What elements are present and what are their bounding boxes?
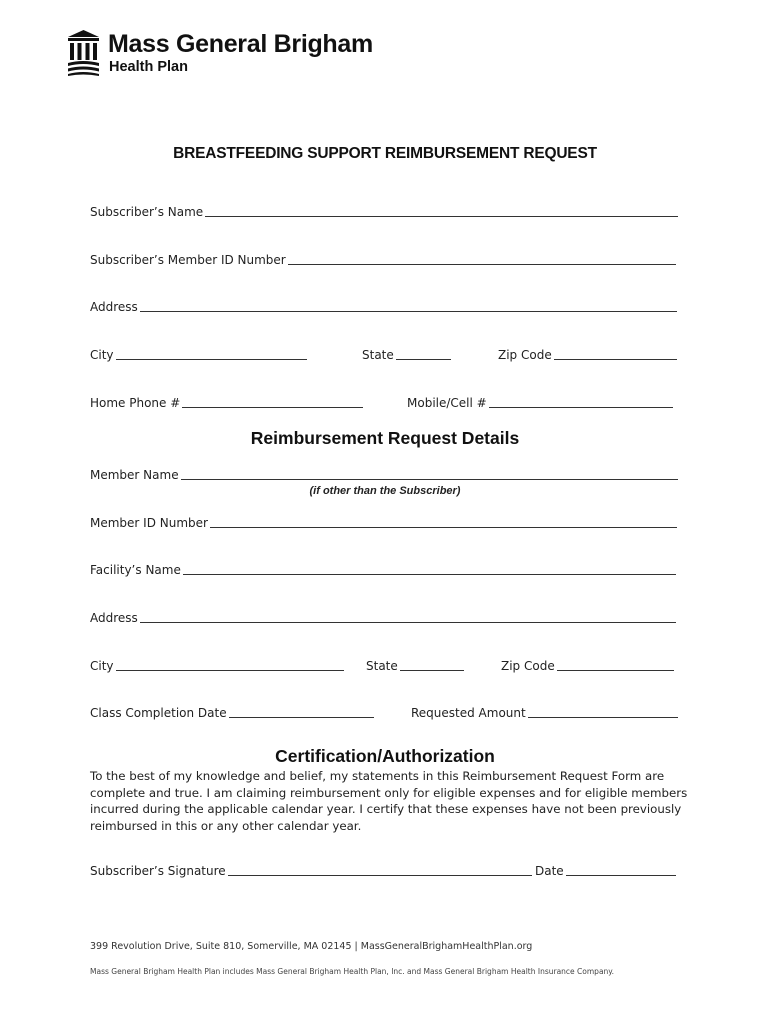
mobile-field[interactable] (407, 394, 673, 410)
subscriber-name-field[interactable] (90, 203, 678, 219)
home-phone-input[interactable] (182, 394, 363, 408)
home-phone-label: Home Phone # (90, 396, 181, 410)
details-city-field[interactable] (90, 657, 344, 673)
zip-input[interactable] (554, 346, 677, 360)
home-phone-field[interactable] (90, 394, 363, 410)
building-logo-icon (68, 30, 99, 76)
subscriber-member-id-row (90, 251, 678, 269)
member-name-input[interactable] (181, 466, 678, 480)
member-id-input[interactable] (210, 514, 677, 528)
subscriber-member-id-label: Subscriber’s Member ID Number (90, 253, 286, 267)
signature-date-field[interactable] (535, 862, 676, 878)
member-id-row (90, 514, 678, 532)
signature-label: Subscriber’s Signature (90, 864, 226, 878)
subscriber-member-id-field[interactable] (90, 251, 676, 267)
member-id-field[interactable] (90, 514, 677, 530)
signature-date-label: Date (535, 864, 564, 878)
member-name-note: (if other than the Subscriber) (309, 485, 461, 497)
subscriber-name-label: Subscriber’s Name (90, 205, 204, 219)
address-label: Address (90, 300, 138, 314)
signature-date-input[interactable] (566, 862, 676, 876)
amount-field[interactable] (411, 704, 678, 720)
state-field[interactable] (362, 346, 451, 362)
facility-label: Facility’s Name (90, 563, 181, 577)
details-city-state-zip-row (90, 657, 678, 675)
footer-legal: Mass General Brigham Health Plan includes Mass General Brigham Health Plan, Inc. and Mass General Brigham Health Insurance Company. (90, 967, 615, 976)
address-row (90, 298, 678, 316)
member-name-row (90, 466, 678, 484)
amount-input[interactable] (528, 704, 678, 718)
details-zip-input[interactable] (557, 657, 674, 671)
city-input[interactable] (116, 346, 307, 360)
logo-name: Mass General Brigham (108, 30, 373, 58)
facility-input[interactable] (183, 561, 676, 575)
address-input[interactable] (140, 298, 677, 312)
city-field[interactable] (90, 346, 307, 362)
form-title: BREASTFEEDING SUPPORT REIMBURSEMENT REQUEST (173, 145, 597, 162)
address-field[interactable] (90, 298, 677, 314)
details-zip-label: Zip Code (501, 659, 555, 673)
signature-input[interactable] (228, 862, 532, 876)
mobile-input[interactable] (489, 394, 673, 408)
subscriber-member-id-input[interactable] (288, 251, 676, 265)
facility-row (90, 561, 678, 579)
details-state-field[interactable] (366, 657, 464, 673)
details-heading: Reimbursement Request Details (250, 428, 520, 448)
class-date-label: Class Completion Date (90, 706, 227, 720)
details-state-input[interactable] (400, 657, 464, 671)
details-city-input[interactable] (116, 657, 344, 671)
class-date-field[interactable] (90, 704, 374, 720)
member-name-label: Member Name (90, 468, 179, 482)
logo-subtitle: Health Plan (109, 59, 188, 75)
member-name-field[interactable] (90, 466, 678, 482)
company-logo (68, 30, 388, 80)
signature-field[interactable] (90, 862, 532, 878)
details-city-label: City (90, 659, 114, 673)
details-zip-field[interactable] (501, 657, 674, 673)
subscriber-name-input[interactable] (205, 203, 678, 217)
subscriber-name-row (90, 203, 678, 221)
details-address-row (90, 609, 678, 627)
facility-field[interactable] (90, 561, 676, 577)
footer-address: 399 Revolution Drive, Suite 810, Somerville, MA 02145 | MassGeneralBrighamHealthPlan.org (90, 941, 533, 952)
mobile-label: Mobile/Cell # (407, 396, 487, 410)
zip-label: Zip Code (498, 348, 552, 362)
amount-label: Requested Amount (411, 706, 526, 720)
member-id-label: Member ID Number (90, 516, 208, 530)
details-address-label: Address (90, 611, 138, 625)
certification-text: To the best of my knowledge and belief, my statements in this Reimbursement Request Form are complete and true. I am claiming reimbursement only for eligible expenses and for eligible members incurred during the applicable calendar year. I certify that these expenses have not been previously reimbursed in this or any other calendar year. (90, 769, 688, 833)
phone-row (90, 394, 678, 412)
state-label: State (362, 348, 394, 362)
details-address-field[interactable] (90, 609, 676, 625)
certification-heading: Certification/Authorization (275, 746, 495, 766)
signature-row (90, 862, 678, 880)
class-date-input[interactable] (229, 704, 374, 718)
zip-field[interactable] (498, 346, 677, 362)
state-input[interactable] (396, 346, 451, 360)
date-amount-row (90, 704, 678, 722)
city-state-zip-row (90, 346, 678, 364)
city-label: City (90, 348, 114, 362)
details-address-input[interactable] (140, 609, 676, 623)
details-state-label: State (366, 659, 398, 673)
